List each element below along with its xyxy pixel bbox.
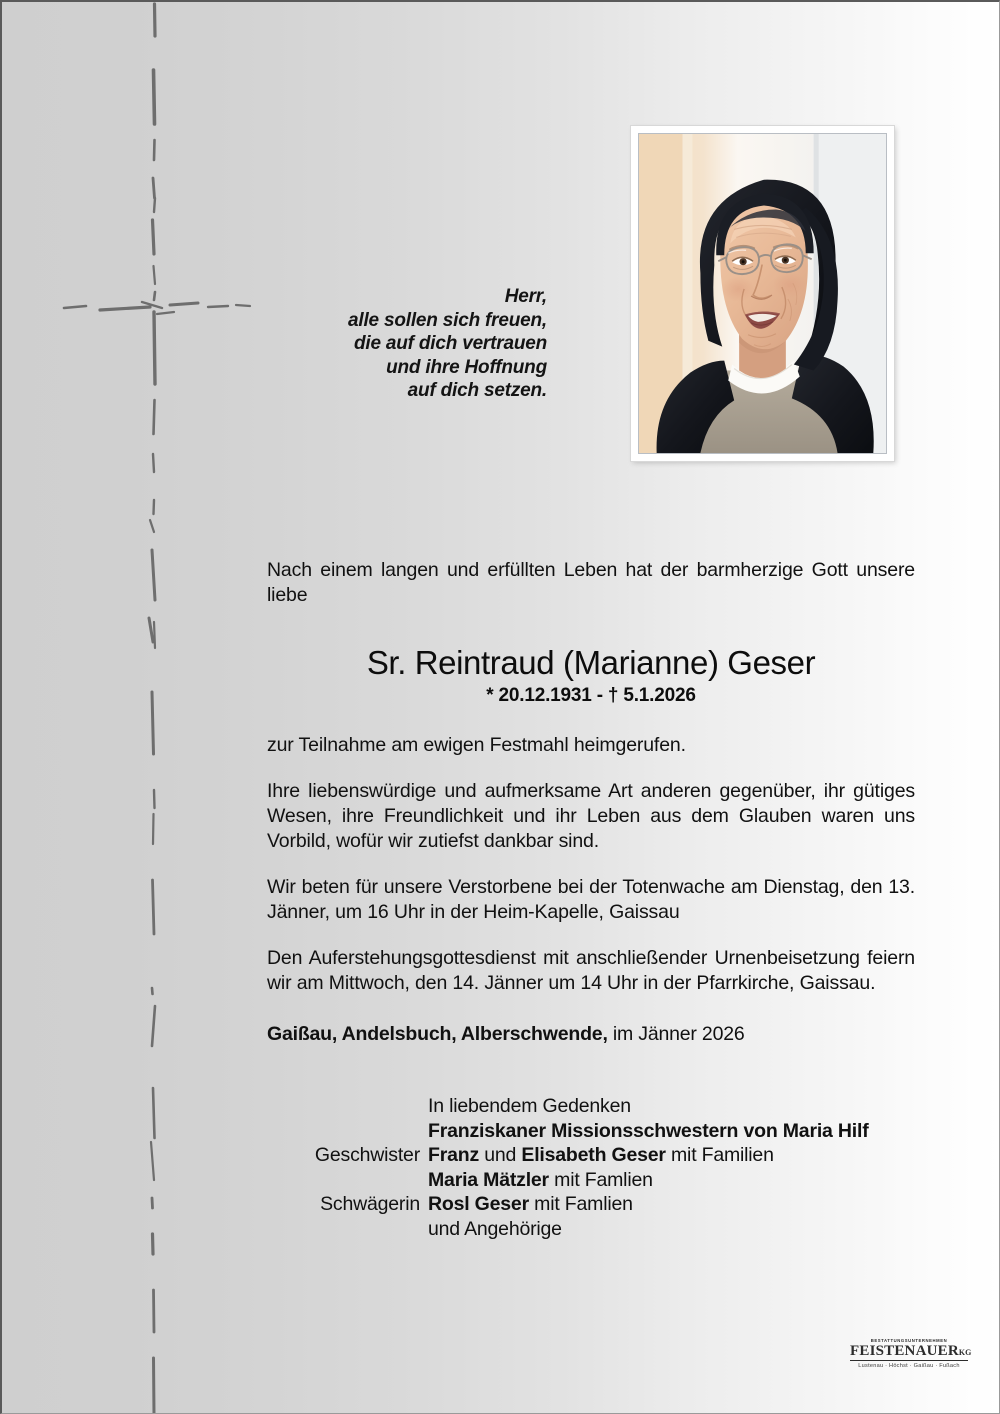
logo-name-text: FEISTENAUER (850, 1343, 959, 1360)
mourners-list (267, 1094, 915, 1241)
paragraph-2: Ihre liebenswürdige und aufmerksame Art anderen gegenüber, ihr gütiges Wesen, ihre Freundlichkeit und ihr Leben aus dem Glauben waren uns Vorbild, wofür wir zutiefst dankbar sind. (267, 780, 915, 852)
mourner-suffix: mit Famlien (528, 1193, 633, 1215)
verse-line-4: und ihre Hoffnung (386, 356, 547, 378)
portrait-photo-image (638, 133, 887, 454)
mourner-suffix: und Angehörige (428, 1217, 562, 1240)
mourner-bold: Maria Mätzler (428, 1168, 549, 1191)
memorial-body (267, 558, 915, 1047)
logo-suffix: KG (958, 1348, 972, 1358)
mourner-suffix: mit Famlien (548, 1168, 653, 1191)
mourner-names (428, 1143, 915, 1168)
mourner-names (428, 1094, 915, 1119)
mourner-names (428, 1119, 915, 1144)
mourner-row (267, 1192, 915, 1217)
mourner-names (428, 1168, 915, 1193)
mourner-row (267, 1094, 915, 1119)
mourner-row (267, 1143, 915, 1168)
decorative-cross-icon (2, 2, 302, 1414)
deceased-name: Sr. Reintraud (Marianne) Geser (366, 644, 816, 681)
mourner-relation: Geschwister (314, 1144, 420, 1166)
funeral-home-logo (850, 1338, 972, 1370)
logo-name (850, 1343, 972, 1361)
deceased-dates: * 20.12.1931 - † 5.1.2026 (486, 685, 696, 706)
mourner-bold: Franz (428, 1144, 480, 1166)
deceased-name-block (267, 644, 915, 707)
mourner-bold-2: Elisabeth Geser (521, 1144, 666, 1166)
paragraph-4: Den Auferstehungsgottesdienst mit anschließender Urnenbeisetzung feiern wir am Mittwoch, den 14. Jänner um 14 Uhr in der Pfarrkirche, Gaissau. (267, 947, 915, 994)
mourner-row (267, 1119, 915, 1144)
mourner-names (428, 1217, 915, 1242)
memorial-verse (262, 285, 547, 403)
places-rest: im Jänner 2026 (607, 1023, 745, 1045)
mourner-row (267, 1168, 915, 1193)
verse-line-5: auf dich setzen. (407, 380, 547, 401)
logo-tagline: BESTATTUNGSUNTERNEHMEN (870, 1338, 948, 1343)
verse-line-3: die auf dich vertrauen (353, 333, 547, 354)
verse-line-1: Herr, (504, 286, 547, 307)
mourner-bold: Franziskaner Missionsschwestern von Maria Hilf (428, 1119, 869, 1142)
mourner-suffix: mit Familien (665, 1144, 774, 1166)
paragraph-3: Wir beten für unsere Verstorbene bei der Totenwache am Dienstag, den 13. Jänner, um 16 Uhr in der Heim-Kapelle, Gaissau (267, 876, 915, 923)
verse-line-2: alle sollen sich freuen, (348, 309, 547, 331)
places-and-date-line (267, 1022, 915, 1047)
places-bold: Gaißau, Andelsbuch, Alberschwende, (267, 1023, 608, 1045)
mourner-suffix: In liebendem Gedenken (428, 1095, 631, 1117)
mourner-mid: und (479, 1144, 522, 1166)
mourner-bold: Rosl Geser (428, 1193, 529, 1215)
mourner-relation: Schwägerin (320, 1193, 420, 1215)
paragraph-1: zur Teilnahme am ewigen Festmahl heimgerufen. (267, 734, 686, 756)
mourner-row (267, 1217, 915, 1242)
portrait-photo (631, 126, 894, 461)
logo-locations: Lustenau · Höchst · Gaißau · Fußach (858, 1362, 960, 1369)
intro-paragraph: Nach einem langen und erfüllten Leben hat der barmherzige Gott unsere liebe (267, 559, 915, 606)
mourner-names (428, 1192, 915, 1217)
